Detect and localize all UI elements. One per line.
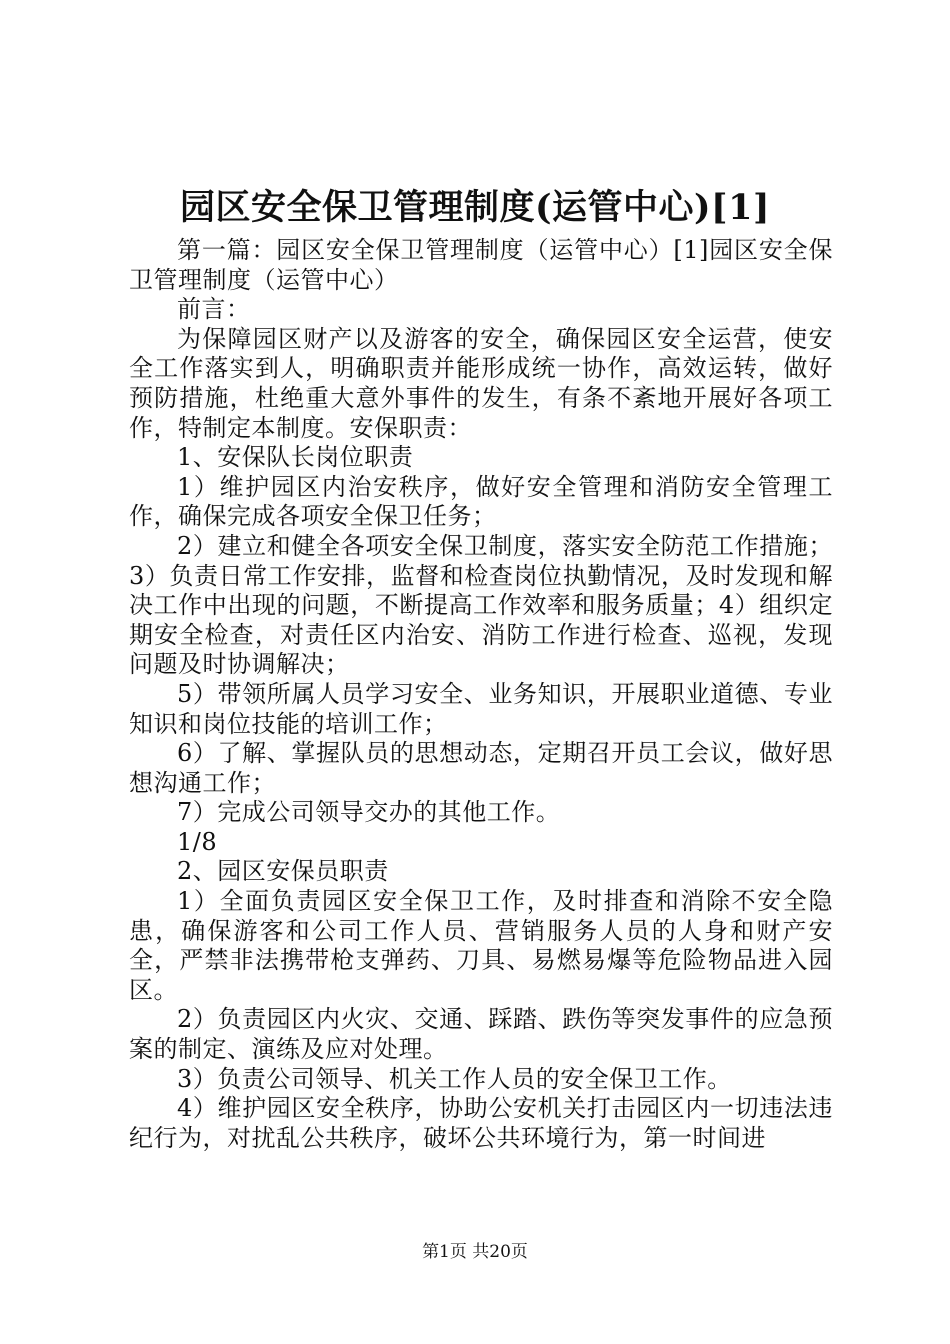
paragraph-guard-duty-3: 3）负责公司领导、机关工作人员的安全保卫工作。 bbox=[177, 1064, 732, 1093]
paragraph-guard-duty-4: 4）维护园区安全秩序，协助公安机关打击园区内一切违法违纪行为，对扰乱公共秩序，破坏公共环境行为，第一时间进 bbox=[129, 1094, 833, 1152]
paragraph-captain-duty-5: 5）带领所属人员学习安全、业务知识，开展职业道德、专业知识和岗位技能的培训工作； bbox=[129, 679, 833, 738]
document-body bbox=[129, 236, 833, 1153]
section-heading-guard: 2、园区安保员职责 bbox=[177, 857, 389, 886]
paragraph-captain-duty-2-4: 2）建立和健全各项安全保卫制度，落实安全防范工作措施；3）负责日常工作安排，监督和检查岗位执勤情况，及时发现和解决工作中出现的问题，不断提高工作效率和服务质量；4）组织定期安全检查，对责任区内治安、消防工作进行检查、巡视，发现问题及时协调解决； bbox=[129, 531, 833, 679]
paragraph-preface: 为保障园区财产以及游客的安全，确保园区安全运营，使安全工作落实到人，明确职责并能形成统一协作，高效运转，做好预防措施，杜绝重大意外事件的发生，有条不紊地开展好各项工作，特制定本制度。安保职责： bbox=[129, 324, 833, 442]
document-title: 园区安全保卫管理制度(运管中心)[1] bbox=[179, 187, 771, 228]
paragraph-captain-duty-6: 6）了解、掌握队员的思想动态，定期召开员工会议，做好思想沟通工作； bbox=[129, 739, 833, 797]
paragraph-captain-duty-7: 7）完成公司领导交办的其他工作。 bbox=[177, 798, 561, 827]
section-heading-captain: 1、安保队长岗位职责 bbox=[177, 443, 414, 472]
paragraph-guard-duty-2: 2）负责园区内火灾、交通、踩踏、跌伤等突发事件的应急预案的制定、演练及应对处理。 bbox=[129, 1005, 833, 1064]
paragraph-captain-duty-1: 1）维护园区内治安秩序，做好安全管理和消防安全管理工作，确保完成各项安全保卫任务； bbox=[129, 472, 833, 531]
paragraph-preface-heading: 前言： bbox=[177, 295, 251, 324]
page-footer: 第1页 共20页 bbox=[422, 1242, 528, 1262]
paragraph-guard-duty-1: 1）全面负责园区安全保卫工作，及时排查和消除不安全隐患，确保游客和公司工作人员、营销服务人员的人身和财产安全，严禁非法携带枪支弹药、刀具、易燃易爆等危险物品进入园区。 bbox=[129, 887, 833, 1004]
inline-page-marker: 1/8 bbox=[177, 827, 218, 856]
paragraph-intro: 第一篇：园区安全保卫管理制度（运管中心）[1]园区安全保卫管理制度（运管中心） bbox=[129, 236, 833, 294]
